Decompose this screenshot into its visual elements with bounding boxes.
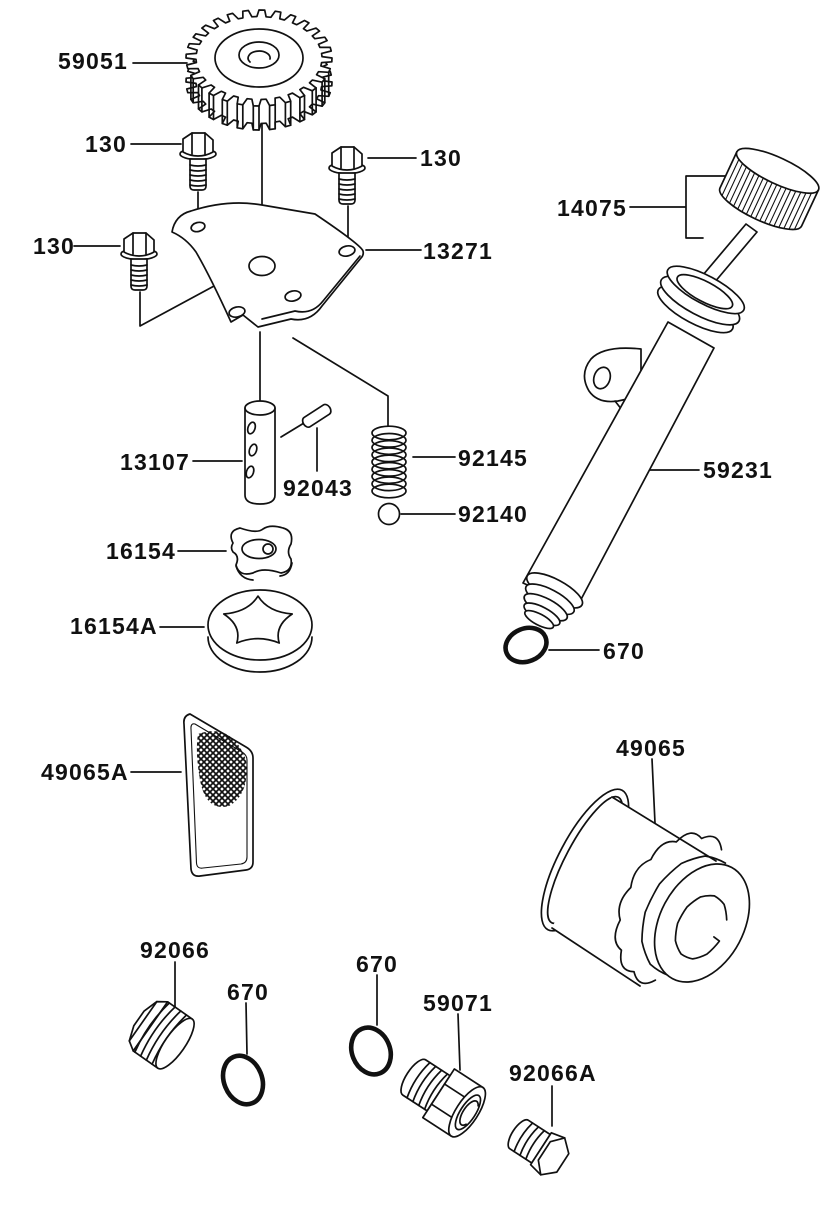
part-label-59071: 59071 [423, 990, 493, 1016]
shaft-13107 [245, 401, 275, 504]
screen-49065A [184, 714, 253, 876]
part-label-670-tube: 670 [603, 638, 645, 664]
part-label-130-top: 130 [85, 131, 127, 157]
part-label-16154A: 16154A [70, 613, 158, 639]
dipstick-14075 [692, 140, 824, 296]
part-label-92066A: 92066A [509, 1060, 597, 1086]
bolt-130-top [180, 133, 216, 190]
part-label-670-left: 670 [227, 979, 269, 1005]
rotor-16154 [231, 526, 292, 580]
part-label-49065: 49065 [616, 735, 686, 761]
plate-13271 [172, 203, 363, 327]
pin-92043 [301, 403, 333, 429]
oil-tube-59231 [509, 257, 751, 639]
dipstick-cap [714, 140, 823, 238]
plug-92066A [501, 1112, 574, 1181]
part-label-92043: 92043 [283, 475, 353, 501]
oil-filter-49065 [525, 778, 769, 998]
part-label-130-left: 130 [33, 233, 75, 259]
part-label-670-mid: 670 [356, 951, 398, 977]
oring-670-middle [344, 1022, 397, 1081]
part-label-14075: 14075 [557, 195, 627, 221]
part-label-59051: 59051 [58, 48, 128, 74]
part-label-59231: 59231 [703, 457, 773, 483]
rotor-16154A [208, 590, 312, 672]
fitting-59071 [392, 1049, 492, 1142]
oring-670-left [216, 1050, 270, 1111]
part-label-16154: 16154 [106, 538, 176, 564]
part-label-13107: 13107 [120, 449, 190, 475]
part-label-130-right: 130 [420, 145, 462, 171]
gear-hub [215, 29, 303, 87]
bolt-130-left [121, 233, 157, 290]
bolt-130-right [329, 147, 365, 204]
part-label-13271: 13271 [423, 238, 493, 264]
part-label-92145: 92145 [458, 445, 528, 471]
part-label-92066: 92066 [140, 937, 210, 963]
oring-670-tube [500, 622, 551, 668]
part-label-49065A: 49065A [41, 759, 129, 785]
ball-92140 [379, 504, 400, 525]
spring-92145 [372, 426, 406, 498]
part-label-92140: 92140 [458, 501, 528, 527]
plug-92066 [122, 994, 201, 1074]
